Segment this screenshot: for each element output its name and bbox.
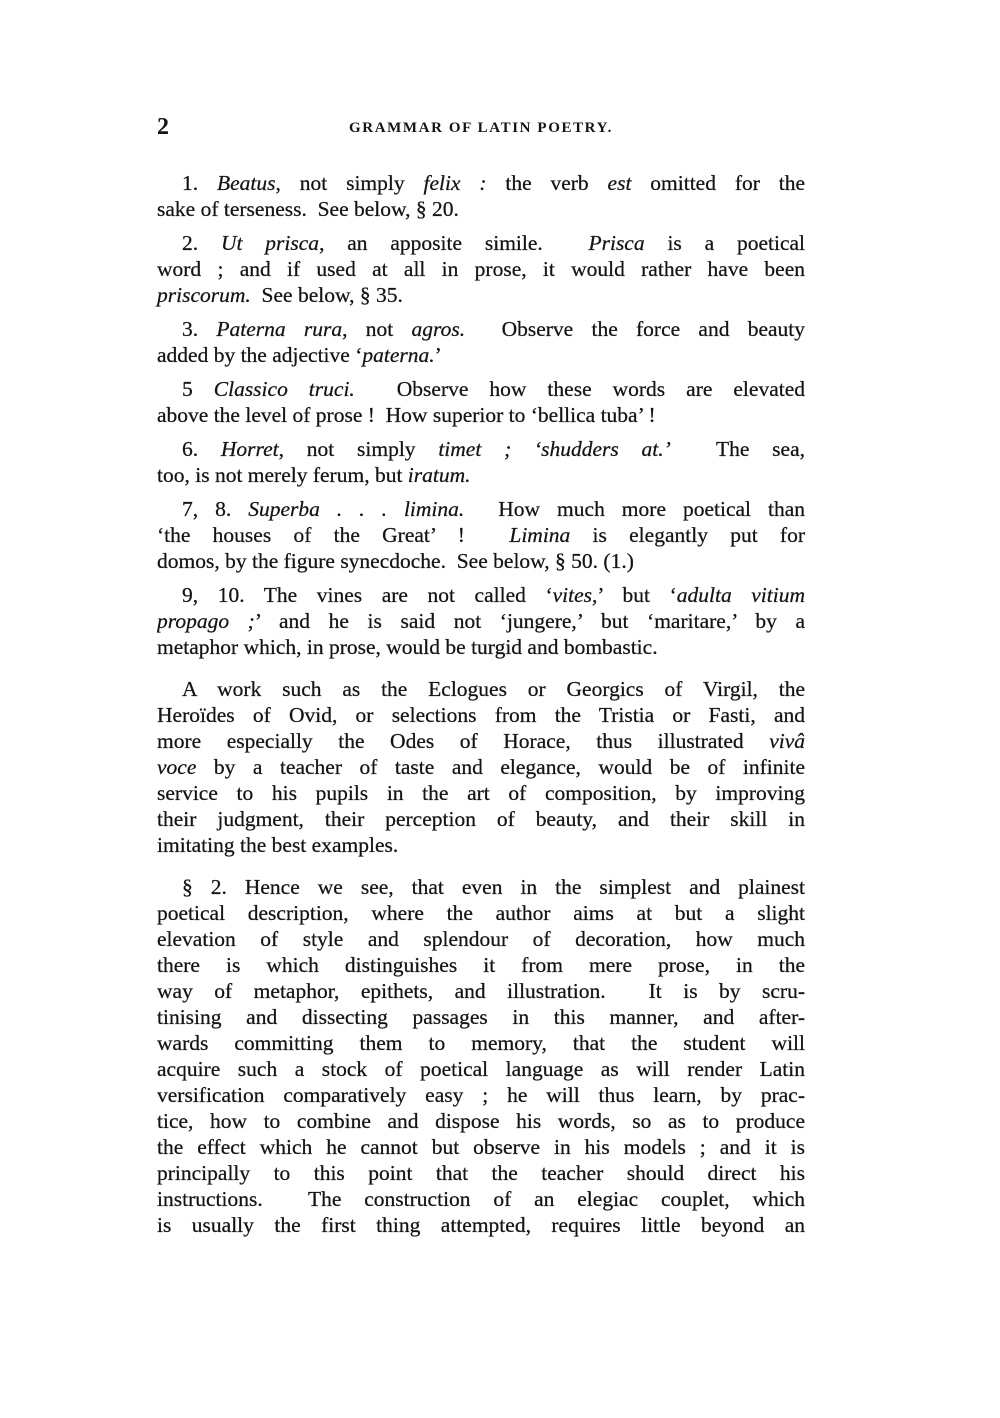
text-run: , not — [342, 317, 412, 341]
italic-text: timet ; ‘shudders at.’ — [438, 437, 671, 461]
text-run: domos, by the figure synecdoche. See below, § 50. (1.) — [157, 549, 634, 573]
text-run: by a teacher of taste and elegance, would be of infinite — [196, 755, 805, 779]
paragraph — [157, 436, 805, 488]
text-run: Heroïdes of Ovid, or selections from the Tristia or Fasti, and — [157, 703, 805, 727]
text-run: How much more poetical than — [464, 497, 805, 521]
text-run: metaphor which, in prose, would be turgid and bombastic. — [157, 635, 658, 659]
italic-text: Prisca — [588, 231, 645, 255]
text-run: omitted for the — [631, 171, 805, 195]
text-line — [157, 1004, 805, 1030]
italic-text: vivâ — [769, 729, 805, 753]
italic-text: Beatus — [216, 171, 276, 195]
italic-text: paterna. — [362, 343, 435, 367]
italic-text: felix : — [423, 171, 487, 195]
text-run: is usually the first thing attempted, requires little beyond an — [157, 1213, 805, 1237]
text-line — [157, 634, 805, 660]
text-run: , an apposite simile. — [319, 231, 589, 255]
text-line — [157, 548, 805, 574]
text-line — [157, 282, 805, 308]
italic-text: Classico truci. — [213, 377, 355, 401]
text-run: ’ but ‘ — [597, 583, 677, 607]
paragraph — [157, 676, 805, 858]
text-run: 2. — [182, 231, 221, 255]
text-line — [157, 1108, 805, 1134]
text-line — [157, 780, 805, 806]
text-run: 6. — [182, 437, 221, 461]
italic-text: Ut prisca — [220, 231, 320, 255]
text-run: 9, 10. The vines are not called ‘ — [182, 583, 553, 607]
text-run: the effect which he cannot but observe in his models ; and it is — [157, 1135, 805, 1159]
text-run: instructions. The construction of an elegiac couplet, which — [157, 1187, 805, 1211]
text-line — [157, 952, 805, 978]
paragraph — [157, 170, 805, 222]
text-line — [157, 1186, 805, 1212]
text-line — [157, 728, 805, 754]
italic-text: adulta vitium — [676, 583, 805, 607]
italic-text: propago ; — [157, 609, 255, 633]
text-run: above the level of prose ! How superior to ‘bellica tuba’ ! — [157, 403, 656, 427]
text-line — [157, 1082, 805, 1108]
running-title: GRAMMAR OF LATIN POETRY. — [349, 120, 613, 136]
text-run: ’ and he is said not ‘jungere,’ but ‘maritare,’ by a — [254, 609, 805, 633]
text-run: more especially the Odes of Horace, thus illustrated — [157, 729, 770, 753]
text-line — [157, 316, 805, 342]
text-run: Observe the force and beauty — [465, 317, 805, 341]
text-run: their judgment, their perception of beauty, and their skill in — [157, 807, 805, 831]
text-line — [157, 754, 805, 780]
text-run: principally to this point that the teacher should direct his — [157, 1161, 805, 1185]
italic-text: Superba . . . limina. — [248, 497, 465, 521]
text-line — [157, 402, 805, 428]
text-run: The sea, — [670, 437, 805, 461]
text-line — [157, 582, 805, 608]
text-run: poetical description, where the author aims at but a slight — [157, 901, 805, 925]
text-line — [157, 376, 805, 402]
text-line — [157, 1056, 805, 1082]
italic-text: Paterna rura — [216, 317, 343, 341]
text-run: 1. — [182, 171, 217, 195]
text-line — [157, 926, 805, 952]
text-run: added by the adjective ‘ — [157, 343, 363, 367]
text-run: word ; and if used at all in prose, it would rather have been — [157, 257, 805, 281]
paragraph — [157, 582, 805, 660]
text-run: is a poetical — [644, 231, 805, 255]
text-line — [157, 900, 805, 926]
text-line — [157, 874, 805, 900]
text-line — [157, 1160, 805, 1186]
text-run: 3. — [182, 317, 217, 341]
text-run: § 2. Hence we see, that even in the simplest and plainest — [182, 875, 805, 899]
italic-text: voce — [157, 755, 197, 779]
text-run: imitating the best examples. — [157, 833, 399, 857]
text-run: too, is not merely ferum, but — [157, 463, 408, 487]
text-run: See below, § 35. — [250, 283, 403, 307]
text-line — [157, 1030, 805, 1056]
text-run: versification comparatively easy ; he will thus learn, by prac- — [157, 1083, 805, 1107]
text-run: sake of terseness. See below, § 20. — [157, 197, 459, 221]
italic-text: vites, — [552, 583, 598, 607]
text-line — [157, 1134, 805, 1160]
italic-text: est — [607, 171, 632, 195]
paragraph — [157, 496, 805, 574]
text-run: the verb — [486, 171, 608, 195]
text-line — [157, 832, 805, 858]
text-run: is elegantly put for — [570, 523, 805, 547]
paragraph — [157, 376, 805, 428]
text-line — [157, 978, 805, 1004]
text-line — [157, 230, 805, 256]
text-run: ’ — [434, 343, 442, 367]
paragraph — [157, 874, 805, 1238]
page-number: 2 — [157, 114, 169, 140]
text-run: 7, 8. — [182, 497, 249, 521]
text-line — [157, 462, 805, 488]
italic-text: iratum. — [407, 463, 471, 487]
text-run: there is which distinguishes it from mere prose, in the — [157, 953, 805, 977]
italic-text: Horret — [220, 437, 279, 461]
text-line — [157, 170, 805, 196]
text-line — [157, 256, 805, 282]
text-line — [157, 196, 805, 222]
text-line — [157, 806, 805, 832]
text-run: 5 — [182, 377, 214, 401]
italic-text: priscorum. — [157, 283, 251, 307]
text-line — [157, 676, 805, 702]
page-body — [157, 170, 805, 1238]
text-run: A work such as the Eclogues or Georgics of Virgil, the — [182, 677, 805, 701]
text-run: service to his pupils in the art of composition, by improving — [157, 781, 805, 805]
text-run: tinising and dissecting passages in this manner, and after- — [157, 1005, 805, 1029]
text-line — [157, 436, 805, 462]
text-line — [157, 342, 805, 368]
text-run: wards committing them to memory, that the student will — [157, 1031, 805, 1055]
text-line — [157, 496, 805, 522]
text-line — [157, 522, 805, 548]
text-run: acquire such a stock of poetical language as will render Latin — [157, 1057, 805, 1081]
text-run: ‘the houses of the Great’ ! — [157, 523, 510, 547]
running-header — [157, 114, 805, 142]
text-run: tice, how to combine and dispose his words, so as to produce — [157, 1109, 805, 1133]
text-run: way of metaphor, epithets, and illustration. It is by scru- — [157, 979, 805, 1003]
text-line — [157, 702, 805, 728]
text-run: , not simply — [278, 437, 439, 461]
text-run: Observe how these words are elevated — [354, 377, 805, 401]
italic-text: Limina — [509, 523, 571, 547]
paragraph — [157, 230, 805, 308]
paragraph — [157, 316, 805, 368]
text-run: , not simply — [275, 171, 424, 195]
text-line — [157, 608, 805, 634]
italic-text: agros. — [411, 317, 466, 341]
text-line — [157, 1212, 805, 1238]
text-run: elevation of style and splendour of decoration, how much — [157, 927, 805, 951]
